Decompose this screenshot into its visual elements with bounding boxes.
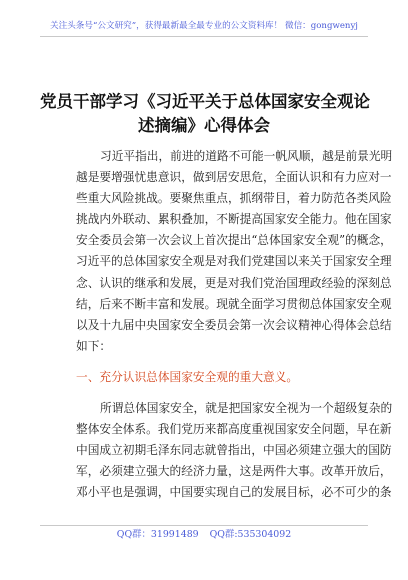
text-line: 中国成立初期毛泽东同志就曾指出，中国必须建立强大的国防 [76,443,392,458]
text-line: 结，后来不断丰富和发展。现就全面学习贯彻总体国家安全观 [76,296,392,311]
footer-divider [40,525,368,526]
document-title-line: 述摘编》心得体会 [138,116,270,135]
text-line: 军，必须建立强大的经济力量，这是两件大事。改革开放后， [76,464,392,479]
text-line: 挑战内外联动、累积叠加，不断提高国家安全能力。他在国家 [76,212,392,227]
text-line: 所谓总体国家安全，就是把国家安全视为一个超级复杂的 [100,401,393,416]
document-title-line: 党员干部学习《习近平关于总体国家安全观论 [40,92,370,111]
document-body [76,146,393,504]
paragraph-intro [76,146,393,357]
section-heading: 一、充分认识总体国家安全观的重大意义。 [76,369,299,384]
text-line: 念、认识的继承和发展，更是对我们党治国理政经验的深刻总 [76,275,392,290]
text-line: 越是要增强忧患意识，做到居安思危，全面认识和有力应对一 [76,170,392,185]
document-title [40,90,368,138]
footer-qq-group-2: QQ群:535304092 [209,529,292,540]
text-line: 如下： [76,338,112,353]
text-line: 安全委员会第一次会议上首次提出“总体国家安全观”的概念， [76,233,392,248]
text-line: 以及十九届中央国家安全委员会第一次会议精神心得体会总结 [76,317,392,332]
paragraph-section-one [76,398,393,503]
text-line: 习近平指出，前进的道路不可能一帆风顺，越是前景光明 [100,149,393,163]
page-header-text: 关注头条号“公文研究”，获得最新最全最专业的公文资料库！ 微信：gongwenyj [50,21,358,31]
text-line: 些重大风险挑战。要聚焦重点，抓纲带目，着力防范各类风险 [76,191,392,206]
text-line: 邓小平也是强调，中国要实现自己的发展目标，必不可少的条 [76,485,392,500]
header-divider [40,36,368,37]
page-footer [40,528,368,542]
text-line: 整体安全体系。我们党历来都高度重视国家安全问题，早在新 [76,422,392,437]
text-line: 习近平的总体国家安全观是对我们党建国以来关于国家安全理 [76,254,392,269]
footer-qq-group-1: QQ群：31991489 [116,529,199,540]
